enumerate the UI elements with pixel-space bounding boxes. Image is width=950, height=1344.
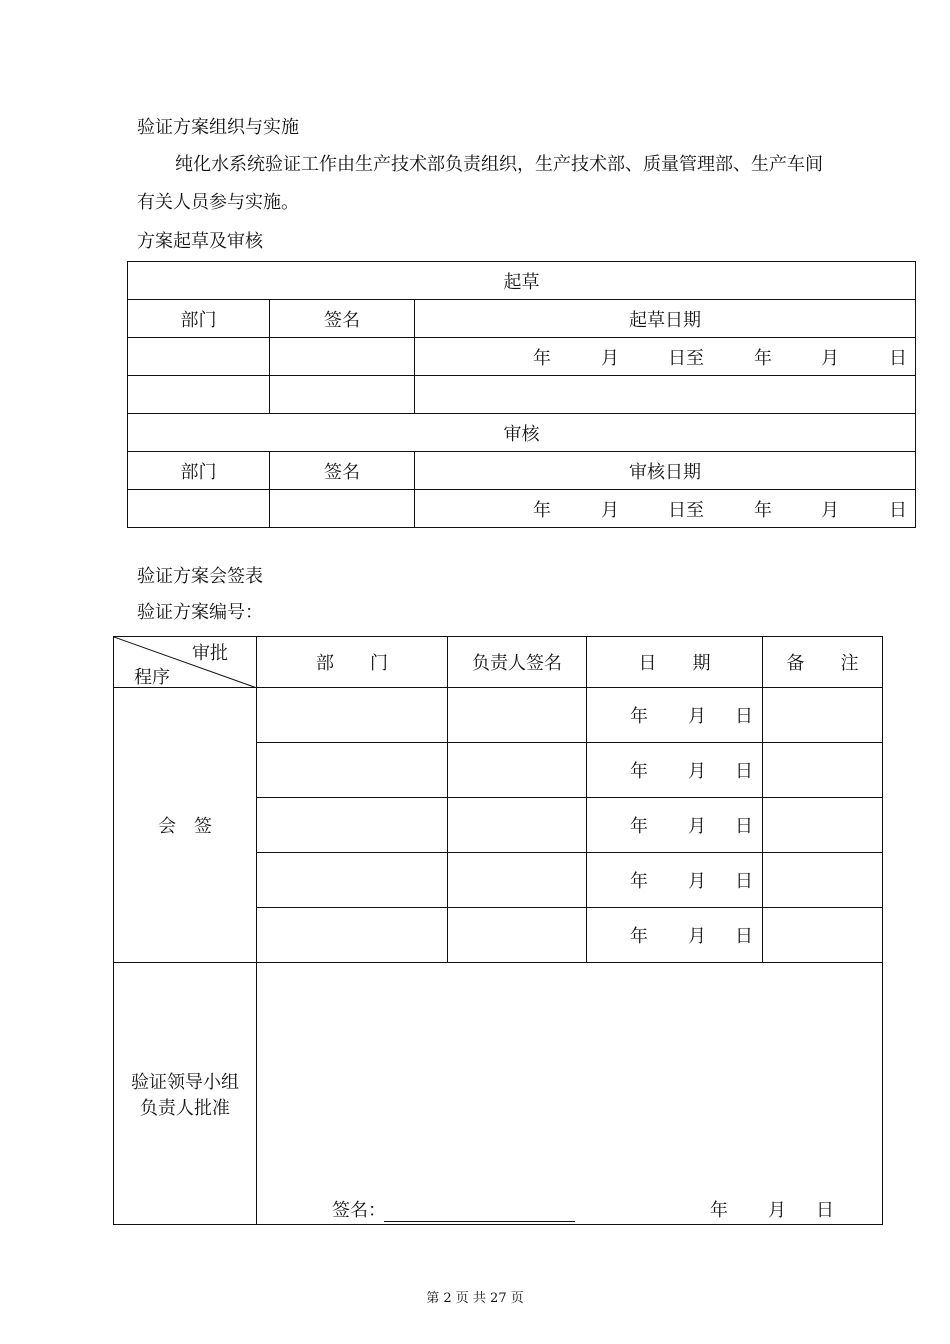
year-label: 年 (630, 816, 648, 837)
approve-label-line-1: 验证领导小组 (131, 1071, 239, 1093)
scheme-number-label: 验证方案编号： (137, 602, 263, 623)
person-cell[interactable] (448, 908, 587, 963)
year-label: 年 (630, 926, 648, 947)
countersign-table (113, 636, 883, 1225)
date-cell[interactable] (587, 743, 763, 798)
dept-cell[interactable] (257, 743, 448, 798)
approve-label-cell (114, 963, 257, 1225)
section-heading-drafting-review: 方案起草及审核 (137, 231, 263, 252)
year-label: 年 (630, 706, 648, 727)
month-label: 月 (688, 761, 706, 782)
date-cell[interactable] (587, 798, 763, 853)
col-dept-header: 部 门 (257, 637, 448, 688)
month-label: 月 (688, 871, 706, 892)
approve-day-label: 日 (816, 1200, 834, 1221)
note-cell[interactable] (763, 688, 883, 743)
month-label: 月 (688, 926, 706, 947)
person-cell[interactable] (448, 853, 587, 908)
draft-review-table (127, 261, 916, 528)
paragraph-line-2: 有关人员参与实施。 (137, 192, 299, 213)
col-sign-header: 签名 (270, 300, 415, 338)
date-cell[interactable] (587, 853, 763, 908)
day-label: 日 (735, 816, 753, 837)
date-day-2: 日 (889, 347, 907, 369)
note-cell[interactable] (763, 908, 883, 963)
day-label: 日 (735, 871, 753, 892)
person-cell[interactable] (448, 688, 587, 743)
diag-header-procedure: 程序 (134, 667, 170, 688)
day-label: 日 (735, 926, 753, 947)
note-cell[interactable] (763, 743, 883, 798)
draft-date-cell[interactable] (415, 338, 916, 376)
dept-cell[interactable] (257, 908, 448, 963)
date-year-2: 年 (754, 347, 772, 369)
approve-month-label: 月 (768, 1200, 786, 1221)
col-review-date-header: 审核日期 (415, 452, 916, 490)
approve-content-cell[interactable] (257, 963, 883, 1225)
month-label: 月 (688, 706, 706, 727)
date-month-2: 月 (821, 347, 839, 369)
draft-dept-cell-2[interactable] (128, 376, 270, 414)
review-col-sign-header: 签名 (270, 452, 415, 490)
draft-sign-cell-2[interactable] (270, 376, 415, 414)
date-day-to: 日至 (668, 499, 704, 521)
date-day-2: 日 (889, 499, 907, 521)
month-label: 月 (688, 816, 706, 837)
sign-label: 签名： (332, 1200, 386, 1221)
person-cell[interactable] (448, 743, 587, 798)
date-month-2: 月 (821, 499, 839, 521)
draft-date-cell-2[interactable] (415, 376, 916, 414)
section-heading-countersign: 验证方案会签表 (137, 566, 263, 587)
date-year: 年 (533, 347, 551, 369)
date-day-to: 日至 (668, 347, 704, 369)
date-year-2: 年 (754, 499, 772, 521)
note-cell[interactable] (763, 853, 883, 908)
person-cell[interactable] (448, 798, 587, 853)
note-cell[interactable] (763, 798, 883, 853)
approve-label-line-2: 负责人批准 (140, 1097, 230, 1119)
day-label: 日 (735, 706, 753, 727)
signature-line[interactable] (384, 1199, 575, 1222)
date-month: 月 (601, 499, 619, 521)
draft-sign-cell[interactable] (270, 338, 415, 376)
diagonal-header-cell (114, 637, 257, 688)
date-month: 月 (601, 347, 619, 369)
col-draft-date-header: 起草日期 (415, 300, 916, 338)
draft-dept-cell[interactable] (128, 338, 270, 376)
countersign-label: 会 签 (114, 688, 257, 963)
page-number-footer: 第 2 页 共 27 页 (426, 1291, 524, 1306)
review-col-dept-header: 部门 (128, 452, 270, 490)
draft-section-title: 起草 (128, 262, 916, 300)
approve-year-label: 年 (710, 1200, 728, 1221)
review-sign-cell[interactable] (270, 490, 415, 528)
date-year: 年 (533, 499, 551, 521)
diag-header-approval: 审批 (192, 643, 228, 664)
col-dept-header: 部门 (128, 300, 270, 338)
day-label: 日 (735, 761, 753, 782)
section-heading-organization: 验证方案组织与实施 (137, 117, 299, 138)
dept-cell[interactable] (257, 688, 448, 743)
date-cell[interactable] (587, 688, 763, 743)
date-cell[interactable] (587, 908, 763, 963)
col-note-header: 备 注 (763, 637, 883, 688)
dept-cell[interactable] (257, 853, 448, 908)
paragraph-line-1: 纯化水系统验证工作由生产技术部负责组织，生产技术部、质量管理部、生产车间 (175, 154, 823, 175)
review-date-cell[interactable] (415, 490, 916, 528)
review-section-title: 审核 (128, 414, 916, 452)
col-date-header: 日 期 (587, 637, 763, 688)
col-person-header: 负责人签名 (448, 637, 587, 688)
review-dept-cell[interactable] (128, 490, 270, 528)
year-label: 年 (630, 871, 648, 892)
year-label: 年 (630, 761, 648, 782)
dept-cell[interactable] (257, 798, 448, 853)
